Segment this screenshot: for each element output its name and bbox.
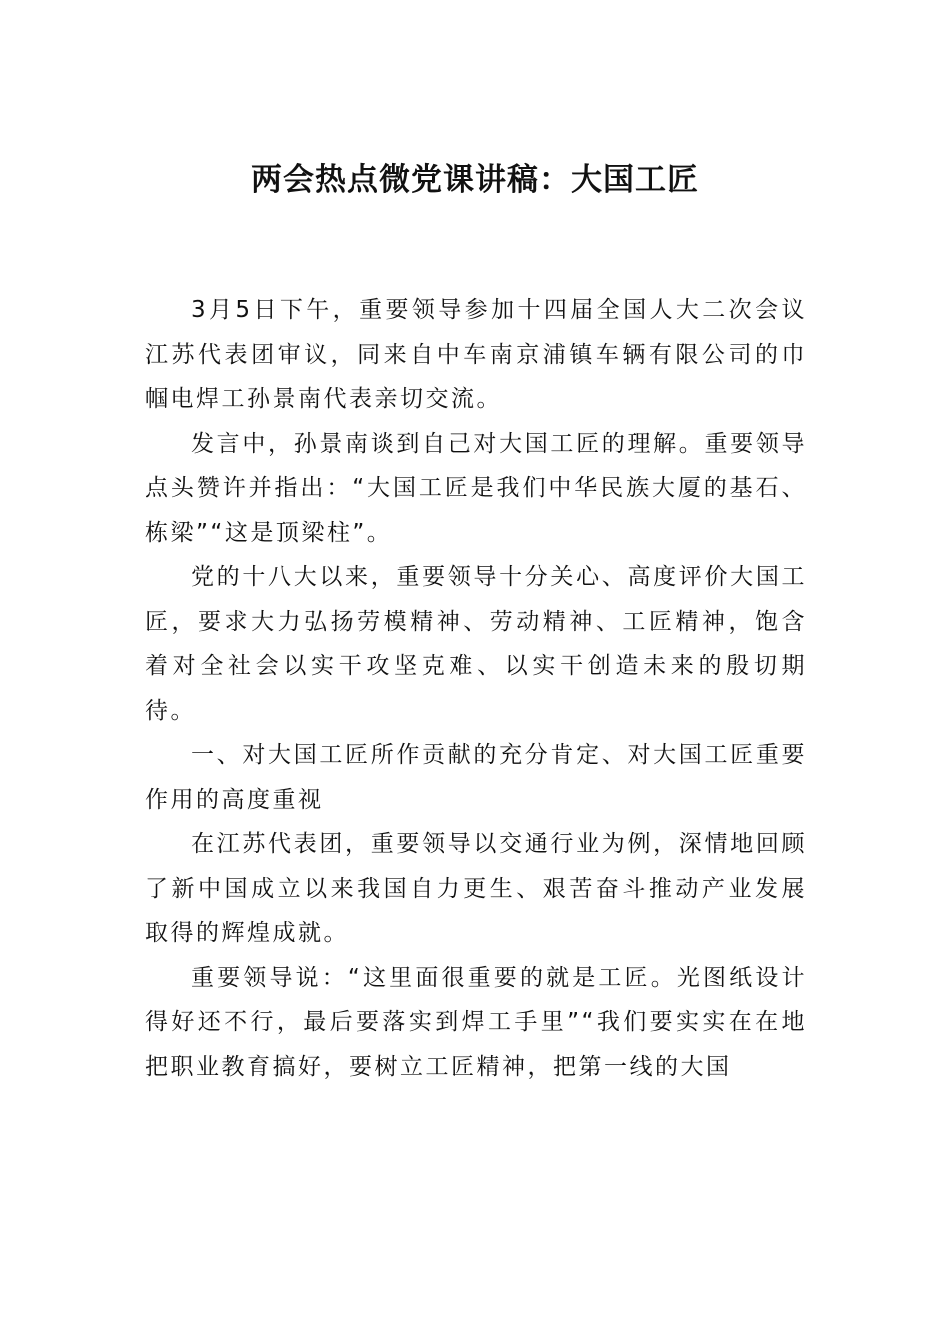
document-body: [145, 288, 807, 1089]
paragraph-2: 发言中，孙景南谈到自己对大国工匠的理解。重要领导点头赞许并指出：“大国工匠是我们中华民族大厦的基石、栋梁”“这是顶梁柱”。: [145, 430, 807, 546]
section-heading-1: 一、对大国工匠所作贡献的充分肯定、对大国工匠重要作用的高度重视: [145, 742, 807, 813]
paragraph-3: 党的十八大以来，重要领导十分关心、高度评价大国工匠，要求大力弘扬劳模精神、劳动精神、工匠精神，饱含着对全社会以实干攻坚克难、以实干创造未来的殷切期待。: [145, 564, 807, 724]
paragraph-1: 3月5日下午，重要领导参加十四届全国人大二次会议江苏代表团审议，同来自中车南京浦镇车辆有限公司的巾帼电焊工孙景南代表亲切交流。: [145, 297, 807, 412]
paragraph-4: 在江苏代表团，重要领导以交通行业为例，深情地回顾了新中国成立以来我国自力更生、艰苦奋斗推动产业发展取得的辉煌成就。: [145, 831, 807, 946]
paragraph-5: 重要领导说：“这里面很重要的就是工匠。光图纸设计得好还不行，最后要落实到焊工手里”“我们要实实在在地把职业教育搞好，要树立工匠精神，把第一线的大国: [145, 964, 807, 1080]
document-title: 两会热点微党课讲稿：大国工匠: [251, 162, 699, 198]
